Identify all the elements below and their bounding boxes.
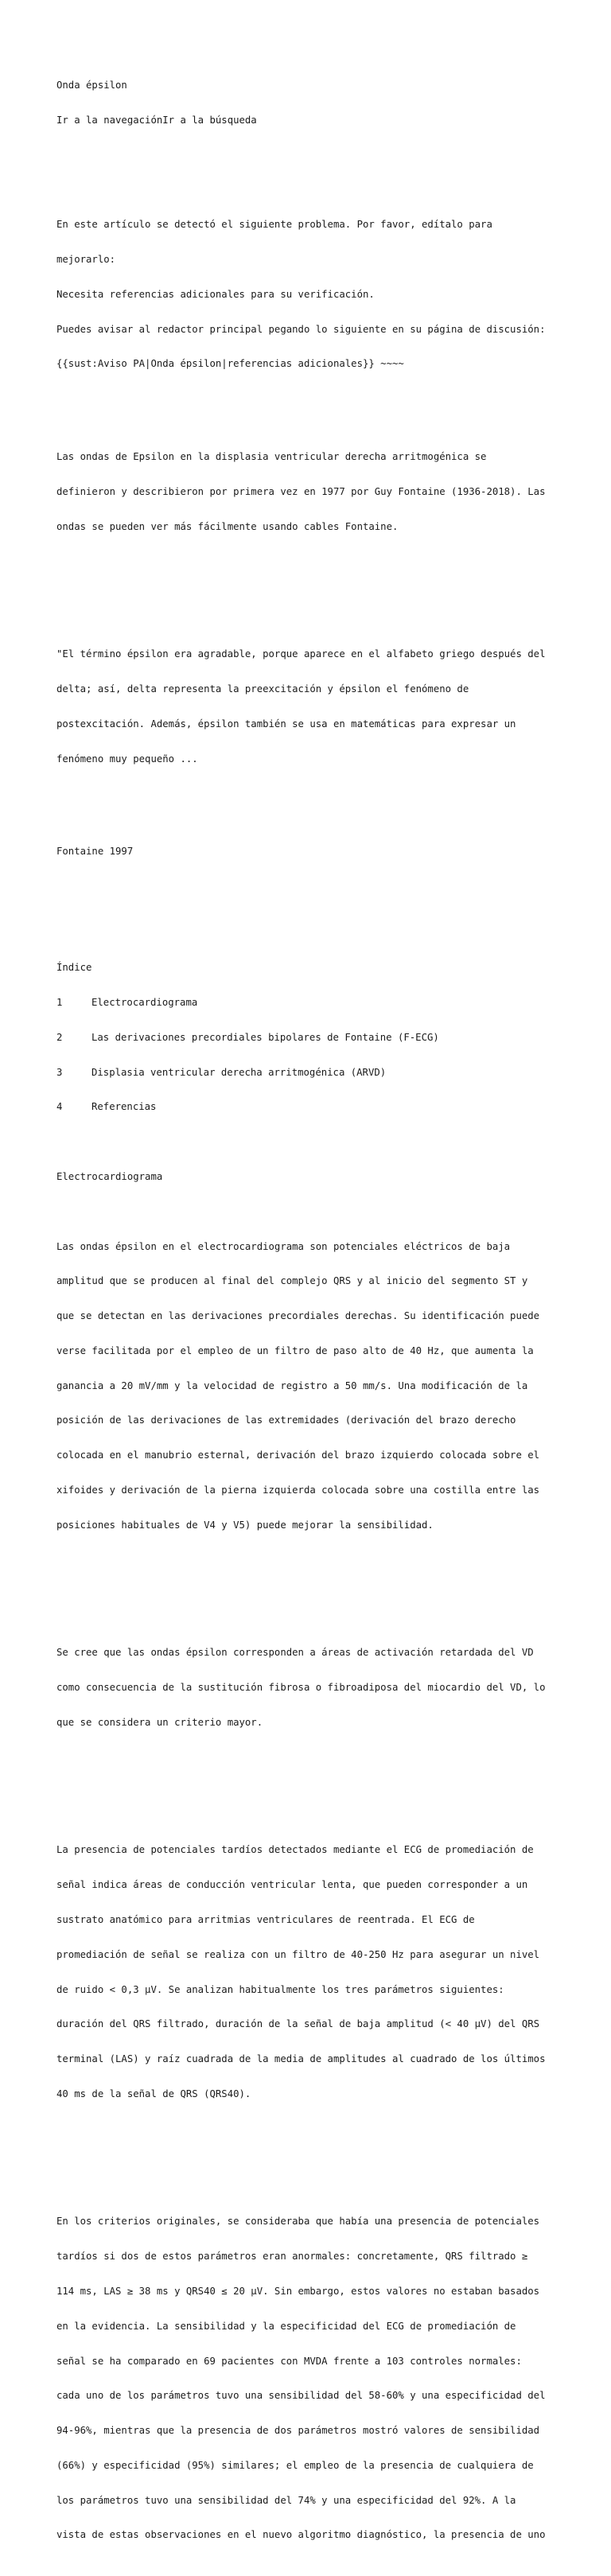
page-title: Onda épsilon xyxy=(56,80,127,91)
paragraph-line: señal se ha comparado en 69 pacientes con MVDA frente a 103 controles normales: xyxy=(56,2355,522,2367)
paragraph-line: Se cree que las ondas épsilon corresponden a áreas de activación retardada del VD xyxy=(56,1647,534,1659)
toc-number: 1 xyxy=(56,997,63,1009)
paragraph-line: como consecuencia de la sustitución fibrosa o fibroadiposa del miocardio del VD, lo xyxy=(56,1682,546,1694)
paragraph-line: Las ondas de Epsilon en la displasia ventricular derecha arritmogénica se xyxy=(56,451,487,463)
toc-item[interactable] xyxy=(56,1101,558,1113)
notice-template-code: {{sust:Aviso PA|Onda épsilon|referencias adicionales}} ~~~~ xyxy=(56,358,404,370)
document-body xyxy=(56,56,558,2576)
quote-line: delta; así, delta representa la preexcitación y épsilon el fenómeno de xyxy=(56,683,469,695)
paragraph-line: que se detectan en las derivaciones precordiales derechas. Su identificación puede xyxy=(56,1310,540,1322)
paragraph-line: 40 ms de la señal de QRS (QRS40). xyxy=(56,2088,251,2099)
table-of-contents xyxy=(56,939,558,1136)
toc-label[interactable]: Displasia ventricular derecha arritmogénica (ARVD) xyxy=(91,1066,387,1078)
paragraph-line: vista de estas observaciones en el nuevo algoritmo diagnóstico, la presencia de uno xyxy=(56,2529,546,2541)
quote-line: "El término épsilon era agradable, porque aparece en el alfabeto griego después del xyxy=(56,648,546,660)
toc-item[interactable] xyxy=(56,997,558,1009)
paragraph-line: que se considera un criterio mayor. xyxy=(56,1716,263,1728)
intro-paragraph xyxy=(56,428,558,556)
paragraph-line: 94-96%, mientras que la presencia de dos parámetros mostró valores de sensibilidad xyxy=(56,2425,540,2437)
toc-heading: Índice xyxy=(56,962,92,974)
paragraph-line: Las ondas épsilon en el electrocardiograma son potenciales eléctricos de baja xyxy=(56,1240,511,1252)
paragraph-line: amplitud que se producen al final del complejo QRS y al inicio del segmento ST y xyxy=(56,1275,528,1287)
paragraph-line: En los criterios originales, se consideraba que había una presencia de potenciales xyxy=(56,2216,540,2228)
quote-line: fenómeno muy pequeño ... xyxy=(56,753,198,765)
notice-line: Necesita referencias adicionales para su verificación. xyxy=(56,288,375,300)
toc-number: 3 xyxy=(56,1066,63,1078)
toc-label[interactable]: Electrocardiograma xyxy=(91,997,198,1009)
section-paragraph-3 xyxy=(56,1821,558,2123)
paragraph-line: definieron y describieron por primera vez en 1977 por Guy Fontaine (1936-2018). Las xyxy=(56,485,546,497)
paragraph-line: cada uno de los parámetros tuvo una sensibilidad del 58-60% y una especificidad del xyxy=(56,2390,546,2402)
paragraph-line: ondas se pueden ver más fácilmente usando cables Fontaine. xyxy=(56,520,399,532)
maintenance-notice xyxy=(56,196,558,393)
navigation-links[interactable]: Ir a la navegaciónIr a la búsqueda xyxy=(56,114,257,126)
quote-attribution: Fontaine 1997 xyxy=(56,846,134,858)
section-paragraph-1 xyxy=(56,1217,558,1554)
section-paragraph-2 xyxy=(56,1624,558,1752)
paragraph-line: verse facilitada por el empleo de un filtro de paso alto de 40 Hz, que aumenta la xyxy=(56,1344,534,1356)
paragraph-line: colocada en el manubrio esternal, derivación del brazo izquierdo colocada sobre el xyxy=(56,1449,540,1461)
toc-label[interactable]: Las derivaciones precordiales bipolares de Fontaine (F-ECG) xyxy=(91,1031,439,1043)
quote-block xyxy=(56,625,558,788)
toc-item[interactable] xyxy=(56,1067,558,1079)
notice-line: mejorarlo: xyxy=(56,254,116,266)
paragraph-line: posición de las derivaciones de las extremidades (derivación del brazo derecho xyxy=(56,1414,516,1426)
paragraph-line: terminal (LAS) y raíz cuadrada de la media de amplitudes al cuadrado de los últimos xyxy=(56,2053,546,2065)
paragraph-line: ganancia a 20 mV/mm y la velocidad de registro a 50 mm/s. Una modificación de la xyxy=(56,1379,528,1391)
paragraph-line: señal indica áreas de conducción ventricular lenta, que pueden corresponder a un xyxy=(56,1879,528,1891)
toc-number: 4 xyxy=(56,1101,63,1113)
section-heading: Electrocardiograma xyxy=(56,1171,163,1182)
paragraph-line: 114 ms, LAS ≥ 38 ms y QRS40 ≤ 20 µV. Sin embargo, estos valores no estaban basados xyxy=(56,2286,540,2297)
paragraph-line: duración del QRS filtrado, duración de la señal de baja amplitud (< 40 µV) del QRS xyxy=(56,2018,540,2030)
paragraph-line: sustrato anatómico para arritmias ventriculares de reentrada. El ECG de xyxy=(56,1914,475,1925)
quote-line: postexcitación. Además, épsilon también se usa en matemáticas para expresar un xyxy=(56,718,516,730)
toc-item[interactable] xyxy=(56,1032,558,1044)
notice-line: Puedes avisar al redactor principal pegando lo siguiente en su página de discusión: xyxy=(56,323,546,335)
toc-number: 2 xyxy=(56,1031,63,1043)
paragraph-line: La presencia de potenciales tardíos detectados mediante el ECG de promediación de xyxy=(56,1844,534,1856)
paragraph-line: tardíos si dos de estos parámetros eran anormales: concretamente, QRS filtrado ≥ xyxy=(56,2251,528,2263)
paragraph-line: xifoides y derivación de la pierna izquierda colocada sobre una costilla entre las xyxy=(56,1485,540,1496)
paragraph-line: en la evidencia. La sensibilidad y la especificidad del ECG de promediación de xyxy=(56,2320,516,2332)
section-paragraph-4 xyxy=(56,2193,558,2564)
paragraph-line: promediación de señal se realiza con un filtro de 40-250 Hz para asegurar un nivel xyxy=(56,1948,540,1960)
notice-line: En este artículo se detectó el siguiente problema. Por favor, edítalo para xyxy=(56,219,492,231)
paragraph-line: de ruido < 0,3 µV. Se analizan habitualmente los tres parámetros siguientes: xyxy=(56,1983,504,1995)
paragraph-line: posiciones habituales de V4 y V5) puede mejorar la sensibilidad. xyxy=(56,1519,434,1531)
paragraph-line: (66%) y especificidad (95%) similares; el empleo de la presencia de cualquiera de xyxy=(56,2459,534,2471)
paragraph-line: los parámetros tuvo una sensibilidad del 74% y una especificidad del 92%. A la xyxy=(56,2494,516,2506)
toc-label[interactable]: Referencias xyxy=(91,1101,157,1113)
